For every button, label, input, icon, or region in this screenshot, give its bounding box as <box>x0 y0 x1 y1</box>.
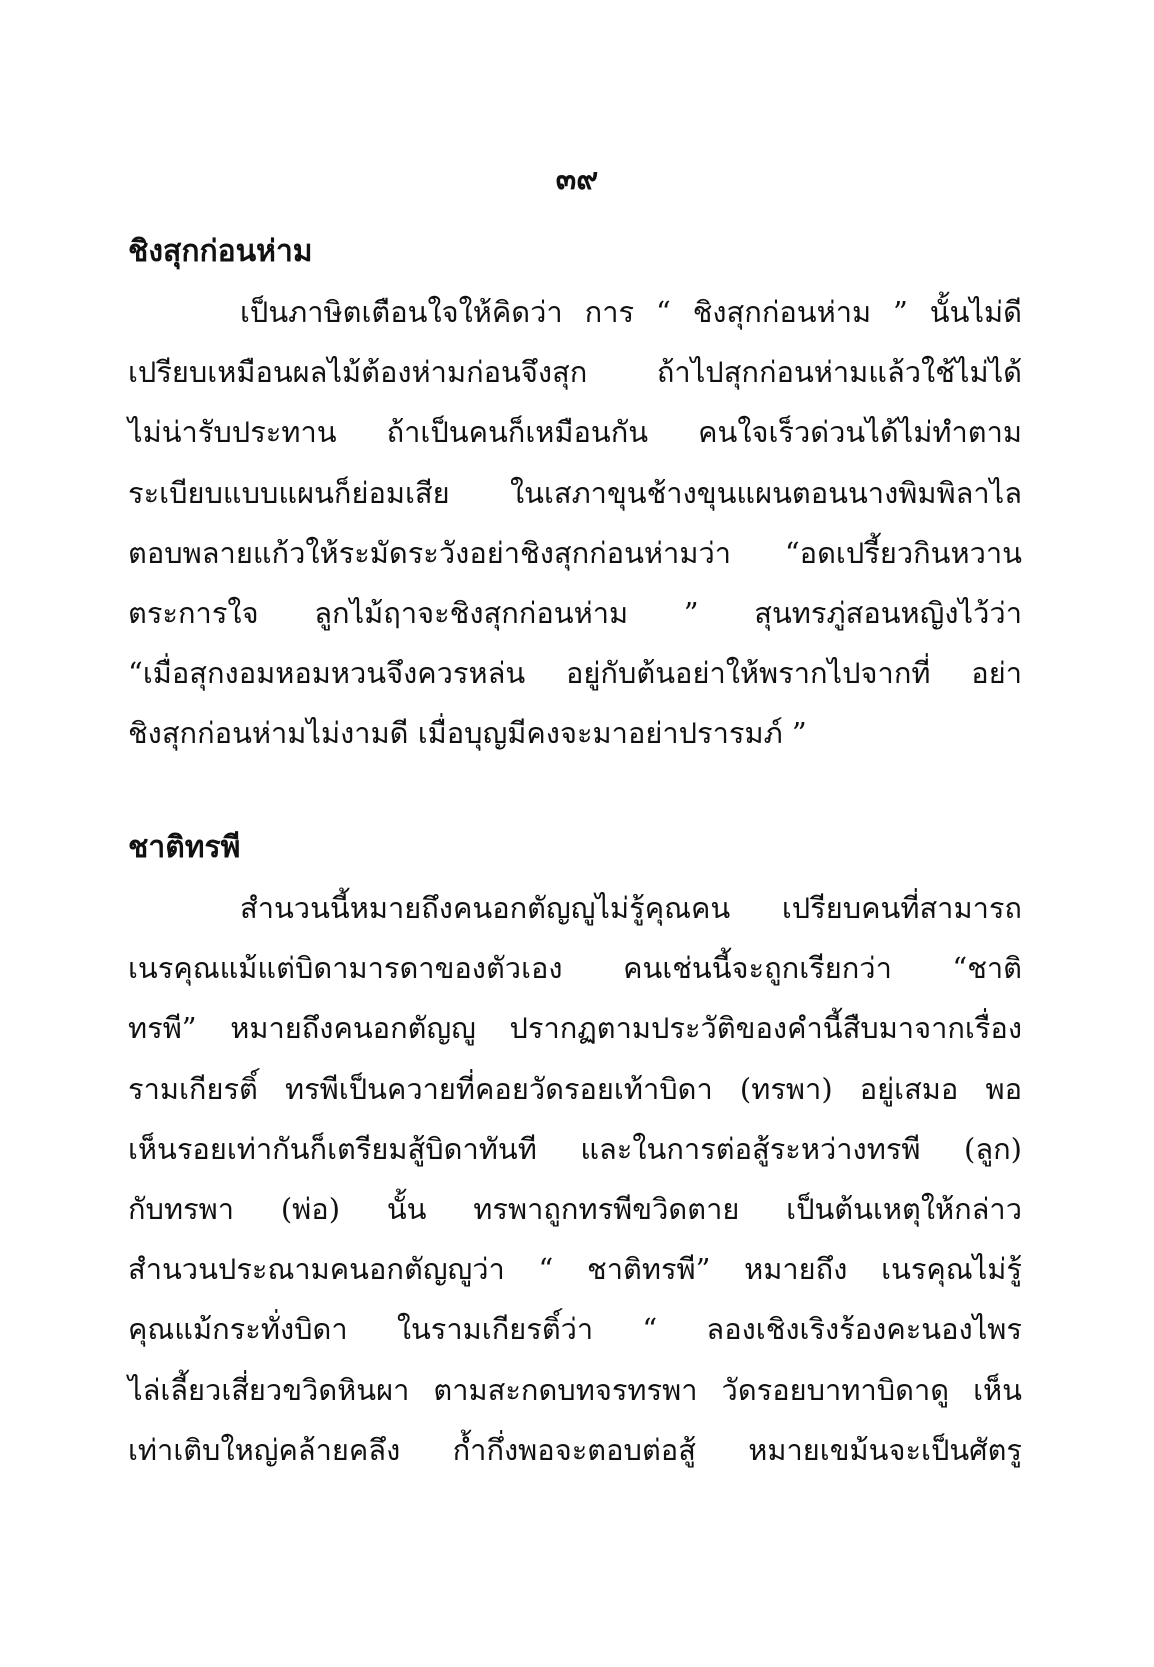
text-line: เท่าเติบใหญ่คล้ายคลึง ก้ำกึ่งพอจะตอบต่อสู้ หมายเขม้นจะเป็นศัตรู <box>128 1432 1022 1467</box>
section-chat-thorapee <box>128 818 1022 1480</box>
text-line: ชิงสุกก่อนห่ามไม่งามดี เมื่อบุญมีคงจะมาอย่าปรารมภ์ ” <box>128 716 807 751</box>
text-line: เปรียบเหมือนผลไม้ต้องห่ามก่อนจึงสุก ถ้าไปสุกก่อนห่ามแล้วใช้ไม่ได้ <box>128 355 1022 390</box>
text-line: รามเกียรติ์ ทรพีเป็นควายที่คอยวัดรอยเท้าบิดา (ทรพา) อยู่เสมอ พอ <box>128 1071 1022 1106</box>
section-body <box>128 878 1022 1480</box>
section-heading: ชิงสุกก่อนห่าม <box>128 234 313 269</box>
text-line: เห็นรอยเท่ากันก็เตรียมสู้บิดาทันที และในการต่อสู้ระหว่างทรพี (ลูก) <box>128 1131 1022 1166</box>
text-line: สำนวนนี้หมายถึงคนอกตัญญูไม่รู้คุณคน เปรียบคนที่สามารถ <box>240 891 1022 925</box>
text-line: ระเบียบแบบแผนก็ย่อมเสีย ในเสภาขุนช้างขุนแผนตอนนางพิมพิลาไล <box>128 475 1022 510</box>
text-line: ตระการใจ ลูกไม้ฤาจะชิงสุกก่อนห่าม ” สุนทรภู่สอนหญิงไว้ว่า <box>128 595 1022 630</box>
text-line: ไม่น่ารับประทาน ถ้าเป็นคนก็เหมือนกัน คนใจเร็วด่วนได้ไม่ทำตาม <box>128 415 1022 450</box>
text-line: สำนวนประณามคนอกตัญญูว่า “ ชาติทรพี” หมายถึง เนรคุณไม่รู้ <box>128 1252 1022 1287</box>
text-line: กับทรพา (พ่อ) นั้น ทรพาถูกทรพีขวิดตาย เป็นต้นเหตุให้กล่าว <box>128 1191 1022 1226</box>
text-line: ตอบพลายแก้วให้ระมัดระวังอย่าชิงสุกก่อนห่ามว่า “อดเปรี้ยวกินหวาน <box>128 535 1022 570</box>
text-line: เนรคุณแม้แต่บิดามารดาของตัวเอง คนเช่นนี้จะถูกเรียกว่า “ชาติ <box>128 951 1022 986</box>
section-body <box>128 282 1022 764</box>
text-line: เป็นภาษิตเตือนใจให้คิดว่า การ “ ชิงสุกก่อนห่าม ” นั้นไม่ดี <box>240 295 1022 329</box>
text-line: ไล่เลี้ยวเสี่ยวขวิดหินผา ตามสะกดบทจรทรพา วัดรอยบาทาบิดาดู เห็น <box>128 1372 1022 1407</box>
section-heading: ชาติทรพี <box>128 830 241 865</box>
text-line: ทรพี” หมายถึงคนอกตัญญู ปรากฏตามประวัติของคำนี้สืบมาจากเรื่อง <box>128 1011 1022 1046</box>
page-number: ๓๙ <box>555 162 599 197</box>
section-ching-suk-kon-ham <box>128 222 1022 764</box>
text-line: คุณแม้กระทั่งบิดา ในรามเกียรติ์ว่า “ ลองเชิงเริงร้องคะนองไพร <box>128 1312 1022 1347</box>
text-line: “เมื่อสุกงอมหอมหวนจึงควรหล่น อยู่กับต้นอย่าให้พรากไปจากที่ อย่า <box>128 656 1022 691</box>
